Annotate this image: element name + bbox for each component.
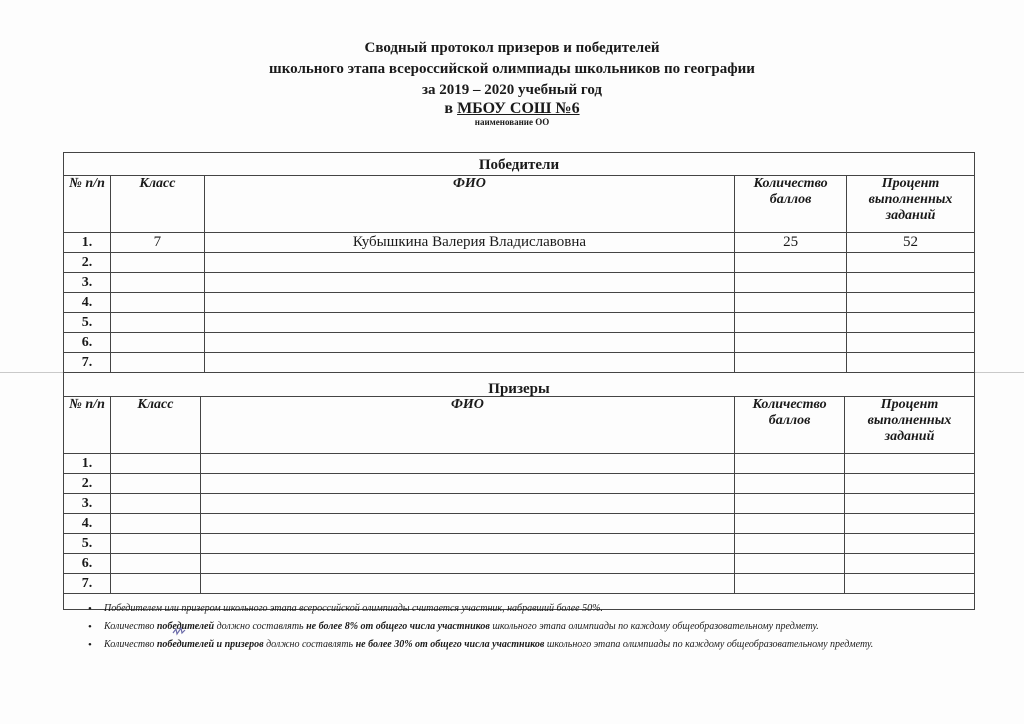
row-number: 1. (64, 233, 111, 253)
col-fio: ФИО (200, 397, 734, 454)
table-row (64, 514, 975, 534)
bullet-icon: • (88, 621, 92, 633)
note-3-part-c: должно составлять (263, 639, 356, 650)
percent-cell: 52 (847, 233, 975, 253)
row-number: 3. (64, 494, 111, 514)
row-number: 1. (64, 454, 111, 474)
fio-cell (204, 333, 734, 353)
table-row (64, 293, 975, 313)
row-number: 4. (64, 293, 111, 313)
title-line-4 (0, 100, 1024, 118)
score-cell (735, 514, 845, 534)
percent-cell (845, 574, 975, 594)
score-cell (735, 534, 845, 554)
score-cell (735, 253, 847, 273)
note-2-part-e: школьного этапа олимпиады по каждому общеобразовательному предмету. (489, 621, 819, 632)
class-cell (110, 293, 204, 313)
note-2-part-a: Количество (104, 621, 157, 632)
class-cell (110, 474, 200, 494)
table-row (64, 494, 975, 514)
score-cell (735, 293, 847, 313)
winners-header-row (64, 176, 975, 233)
prizewinners-table (63, 396, 975, 594)
note-2 (88, 620, 968, 634)
winners-table (63, 175, 975, 373)
table-row (64, 534, 975, 554)
score-cell (735, 333, 847, 353)
row-number: 5. (64, 313, 111, 333)
class-cell (110, 574, 200, 594)
col-class: Класс (110, 397, 200, 454)
col-num: № п/п (64, 397, 111, 454)
note-2-part-b: победителей (156, 621, 215, 632)
table-row (64, 253, 975, 273)
table-row (64, 474, 975, 494)
score-cell: 25 (735, 233, 847, 253)
prizewinners-header-row (64, 397, 975, 454)
fio-cell (204, 253, 734, 273)
fio-cell (204, 273, 734, 293)
percent-cell (845, 514, 975, 534)
percent-cell (845, 474, 975, 494)
score-cell (735, 554, 845, 574)
row-number: 5. (64, 534, 111, 554)
col-percent: Процент выполненных заданий (845, 397, 975, 454)
note-1 (88, 602, 968, 616)
score-cell (735, 273, 847, 293)
percent-cell (847, 333, 975, 353)
prizewinners-title: Призеры (488, 381, 550, 397)
table-row (64, 554, 975, 574)
note-1-text: Победителем или призером школьного этапа всероссийской олимпиады считается участник, набравший более 50%. (104, 603, 603, 614)
score-cell (735, 474, 845, 494)
percent-cell (847, 273, 975, 293)
col-score: Количество баллов (735, 176, 847, 233)
table-row (64, 454, 975, 474)
school-name: МБОУ СОШ №6 (457, 100, 580, 117)
winners-title: Победители (478, 157, 560, 173)
class-cell (110, 534, 200, 554)
title-prefix: в (444, 100, 454, 117)
class-cell (110, 333, 204, 353)
bullet-icon: • (88, 603, 92, 615)
row-number: 2. (64, 253, 111, 273)
table-row (64, 313, 975, 333)
table-row (64, 233, 975, 253)
note-3-part-d: не более 30% от общего числа участников (355, 639, 545, 650)
row-number: 2. (64, 474, 111, 494)
col-fio: ФИО (204, 176, 734, 233)
percent-cell (845, 554, 975, 574)
score-cell (735, 574, 845, 594)
col-class: Класс (110, 176, 204, 233)
title-caption: наименование ОО (474, 117, 550, 127)
percent-cell (847, 253, 975, 273)
class-cell (110, 514, 200, 534)
bullet-icon: • (88, 639, 92, 651)
score-cell (735, 454, 845, 474)
row-number: 4. (64, 514, 111, 534)
class-cell (110, 454, 200, 474)
pen-mark-icon (172, 626, 186, 636)
score-cell (735, 353, 847, 373)
class-cell (110, 554, 200, 574)
note-3-part-e: школьного этапа олимпиады по каждому общеобразовательному предмету. (544, 639, 874, 650)
class-cell (110, 353, 204, 373)
table-row (64, 273, 975, 293)
percent-cell (845, 494, 975, 514)
percent-cell (845, 534, 975, 554)
fio-cell (200, 494, 734, 514)
fio-cell (200, 474, 734, 494)
row-number: 7. (64, 353, 111, 373)
class-cell (110, 494, 200, 514)
col-percent: Процент выполненных заданий (847, 176, 975, 233)
notes (88, 602, 968, 656)
class-cell: 7 (110, 233, 204, 253)
table-row (64, 574, 975, 594)
row-number: 6. (64, 554, 111, 574)
class-cell (110, 273, 204, 293)
row-number: 7. (64, 574, 111, 594)
fio-cell (200, 574, 734, 594)
percent-cell (847, 293, 975, 313)
title-line-1: Сводный протокол призеров и победителей (364, 40, 660, 56)
title-line-3: за 2019 – 2020 учебный год (422, 82, 602, 98)
fio-cell (204, 293, 734, 313)
col-num: № п/п (64, 176, 111, 233)
score-cell (735, 313, 847, 333)
fio-cell (200, 454, 734, 474)
fio-cell: Кубышкина Валерия Владиславовна (204, 233, 734, 253)
fio-cell (204, 313, 734, 333)
row-number: 3. (64, 273, 111, 293)
score-cell (735, 494, 845, 514)
fio-cell (200, 554, 734, 574)
fio-cell (204, 353, 734, 373)
fio-cell (200, 514, 734, 534)
class-cell (110, 253, 204, 273)
fio-cell (200, 534, 734, 554)
table-row (64, 333, 975, 353)
title-line-2: школьного этапа всероссийской олимпиады школьников по географии (269, 61, 755, 77)
note-2-part-d: не более 8% от общего числа участников (306, 621, 490, 632)
table-row (64, 353, 975, 373)
percent-cell (847, 353, 975, 373)
row-number: 6. (64, 333, 111, 353)
note-3-part-a: Количество (104, 639, 157, 650)
percent-cell (845, 454, 975, 474)
note-3 (88, 638, 968, 652)
percent-cell (847, 313, 975, 333)
note-3-part-b: победителей и призеров (156, 639, 264, 650)
col-score: Количество баллов (735, 397, 845, 454)
note-2-part-c: должно составлять (214, 621, 307, 632)
class-cell (110, 313, 204, 333)
